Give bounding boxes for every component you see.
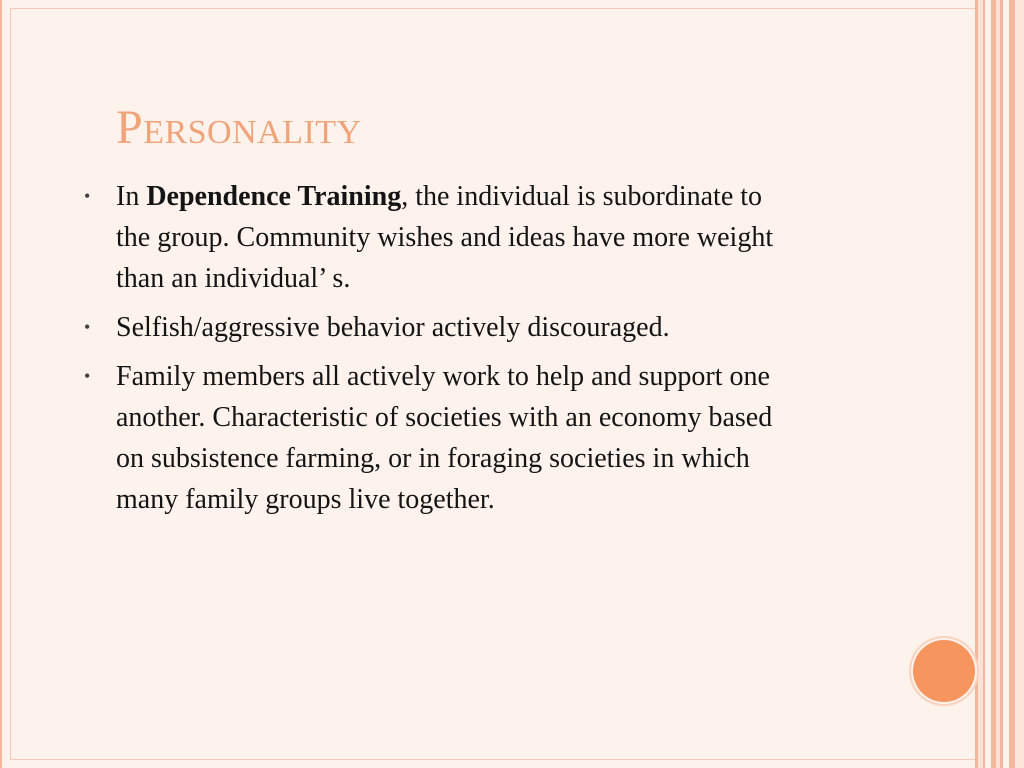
edge-stripes: [975, 0, 1024, 768]
bullet-list: [80, 176, 800, 528]
bullet-item: [80, 307, 800, 348]
slide-title: Personality: [116, 101, 362, 154]
bullet-text-lead: In: [116, 181, 147, 212]
bullet-icon: •: [84, 317, 91, 337]
bullet-icon: •: [84, 366, 91, 386]
bullet-item: [80, 356, 800, 520]
bullet-text-emphasis: Dependence Training: [146, 181, 402, 212]
bullet-item: [80, 176, 800, 299]
bullet-icon: •: [84, 186, 91, 206]
bullet-text: Selfish/aggressive behavior actively discouraged.: [116, 312, 670, 343]
bullet-text: Family members all actively work to help and support one another. Characteristic of societies with an economy based on subsistence farming, or in foraging societies in which many family groups live together.: [116, 361, 773, 515]
accent-circle-icon: [913, 640, 975, 702]
bullet-text-rest: , the individual is subordinate to the group. Community wishes and ideas have more weight than an individual’ s.: [116, 181, 774, 294]
edge-stripe: [1015, 0, 1024, 768]
